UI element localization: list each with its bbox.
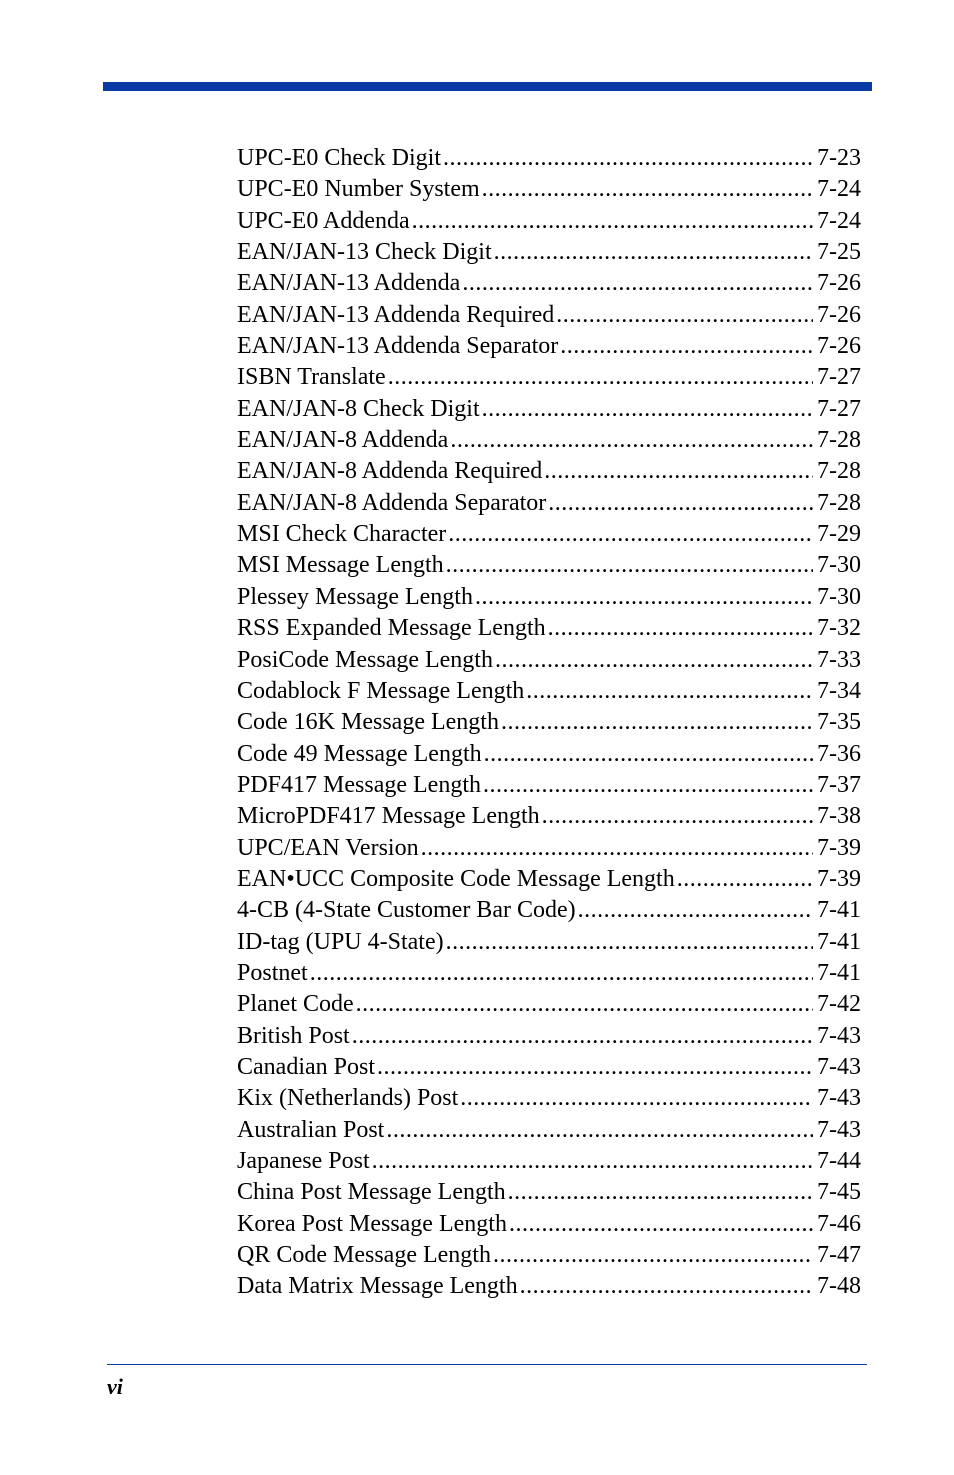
toc-entry-page: 7-41: [817, 897, 861, 924]
toc-entry-title: UPC-E0 Addenda: [237, 207, 410, 234]
toc-entry-page: 7-26: [817, 301, 861, 328]
toc-entry-page: 7-28: [817, 489, 861, 516]
toc-dot-leader: [421, 833, 813, 864]
toc-entry-page: 7-47: [817, 1242, 861, 1269]
toc-entry-title: Code 49 Message Length: [237, 740, 482, 767]
toc-dot-leader: [482, 394, 813, 425]
toc-entry-title: PosiCode Message Length: [237, 646, 493, 673]
toc-entry[interactable]: [237, 1083, 861, 1114]
toc-entry-page: 7-30: [817, 552, 861, 579]
toc-entry[interactable]: [237, 989, 861, 1020]
toc-entry-page: 7-30: [817, 583, 861, 610]
toc-entry[interactable]: [237, 1146, 861, 1177]
toc-entry-title: EAN•UCC Composite Code Message Length: [237, 865, 675, 892]
toc-dot-leader: [520, 1271, 813, 1302]
toc-entry-title: China Post Message Length: [237, 1179, 506, 1206]
toc-dot-leader: [495, 645, 813, 676]
toc-entry[interactable]: [237, 425, 861, 456]
toc-dot-leader: [544, 456, 813, 487]
page-number: vi: [107, 1374, 123, 1399]
toc-entry[interactable]: [237, 707, 861, 738]
toc-entry-title: MicroPDF417 Message Length: [237, 803, 540, 830]
toc-entry[interactable]: [237, 331, 861, 362]
toc-entry-title: UPC/EAN Version: [237, 834, 419, 861]
toc-entry-page: 7-28: [817, 427, 861, 454]
toc-entry[interactable]: [237, 300, 861, 331]
toc-entry-title: Postnet: [237, 959, 308, 986]
toc-entry[interactable]: [237, 582, 861, 613]
toc-entry[interactable]: [237, 645, 861, 676]
toc-dot-leader: [484, 739, 813, 770]
toc-dot-leader: [448, 519, 813, 550]
toc-entry-title: EAN/JAN-13 Addenda Required: [237, 301, 555, 328]
toc-entry[interactable]: [237, 268, 861, 299]
toc-dot-leader: [548, 488, 813, 519]
toc-dot-leader: [352, 1021, 813, 1052]
toc-dot-leader: [372, 1146, 813, 1177]
toc-entry-page: 7-48: [817, 1273, 861, 1300]
toc-entry-page: 7-37: [817, 771, 861, 798]
toc-entry-title: PDF417 Message Length: [237, 771, 481, 798]
toc-dot-leader: [443, 143, 813, 174]
toc-dot-leader: [560, 331, 813, 362]
toc-entry-title: Codablock F Message Length: [237, 677, 525, 704]
toc-entry[interactable]: [237, 613, 861, 644]
toc-entry-page: 7-26: [817, 333, 861, 360]
toc-entry-title: EAN/JAN-8 Addenda Separator: [237, 489, 547, 516]
toc-entry-title: EAN/JAN-8 Check Digit: [237, 395, 480, 422]
toc-entry-page: 7-32: [817, 615, 861, 642]
toc-dot-leader: [460, 1083, 813, 1114]
toc-entry-title: Code 16K Message Length: [237, 709, 499, 736]
toc-entry-page: 7-23: [817, 145, 861, 171]
toc-dot-leader: [508, 1177, 813, 1208]
toc-entry-title: 4-CB (4-State Customer Bar Code): [237, 897, 576, 924]
toc-entry-title: Planet Code: [237, 991, 354, 1018]
toc-dot-leader: [677, 864, 813, 895]
toc-entry-title: ID-tag (UPU 4-State): [237, 928, 444, 955]
toc-dot-leader: [412, 206, 813, 237]
toc-entry[interactable]: [237, 1177, 861, 1208]
toc-entry-title: EAN/JAN-13 Addenda Separator: [237, 333, 559, 360]
toc-dot-leader: [578, 895, 813, 926]
toc-entry-page: 7-44: [817, 1148, 861, 1174]
toc-entry[interactable]: [237, 456, 861, 487]
toc-entry[interactable]: [237, 739, 861, 770]
toc-entry-title: Kix (Netherlands) Post: [237, 1085, 459, 1112]
toc-entry-title: Plessey Message Length: [237, 583, 473, 610]
toc-entry-title: British Post: [237, 1022, 350, 1049]
toc-entry-page: 7-33: [817, 646, 861, 673]
toc-entry[interactable]: [237, 206, 861, 237]
toc-entry[interactable]: [237, 864, 861, 895]
toc-entry[interactable]: [237, 927, 861, 958]
toc-dot-leader: [494, 237, 813, 268]
toc-entry-title: Japanese Post: [237, 1148, 370, 1174]
toc-entry[interactable]: [237, 1052, 861, 1083]
toc-entry[interactable]: [237, 1271, 861, 1302]
toc-dot-leader: [446, 550, 813, 581]
toc-entry-title: Australian Post: [237, 1116, 385, 1143]
toc-entry-page: 7-28: [817, 458, 861, 485]
toc-entry-page: 7-34: [817, 677, 861, 704]
toc-entry[interactable]: [237, 237, 861, 268]
toc-entry[interactable]: [237, 1209, 861, 1240]
toc-dot-leader: [548, 613, 813, 644]
toc-entry-page: 7-43: [817, 1116, 861, 1143]
toc-entry-title: EAN/JAN-13 Check Digit: [237, 239, 492, 266]
toc-entry[interactable]: [237, 394, 861, 425]
toc-entry[interactable]: [237, 1115, 861, 1146]
toc-entry[interactable]: [237, 801, 861, 832]
toc-dot-leader: [556, 300, 813, 331]
toc-dot-leader: [482, 174, 813, 205]
toc-dot-leader: [493, 1240, 813, 1271]
toc-entry-title: UPC-E0 Number System: [237, 176, 480, 203]
toc-entry-page: 7-27: [817, 364, 861, 391]
toc-dot-leader: [446, 927, 813, 958]
toc-entry-title: MSI Check Character: [237, 521, 447, 548]
toc-entry-page: 7-45: [817, 1179, 861, 1206]
toc-dot-leader: [310, 958, 813, 989]
toc-dot-leader: [356, 989, 813, 1020]
toc-dot-leader: [483, 770, 813, 801]
toc-entry-page: 7-43: [817, 1022, 861, 1049]
toc-entry-title: EAN/JAN-8 Addenda: [237, 427, 449, 454]
toc-entry[interactable]: [237, 676, 861, 707]
toc-entry-title: UPC-E0 Check Digit: [237, 145, 441, 171]
toc-dot-leader: [386, 1115, 813, 1146]
toc-entry-title: QR Code Message Length: [237, 1242, 491, 1269]
toc-entry[interactable]: [237, 1240, 861, 1271]
toc-entry-page: 7-41: [817, 928, 861, 955]
toc-dot-leader: [501, 707, 813, 738]
toc-entry[interactable]: [237, 958, 861, 989]
toc-entry-page: 7-25: [817, 239, 861, 266]
toc-entry-title: EAN/JAN-8 Addenda Required: [237, 458, 543, 485]
toc-entry[interactable]: [237, 550, 861, 581]
toc-entry-page: 7-36: [817, 740, 861, 767]
toc-entry-page: 7-42: [817, 991, 861, 1018]
toc-entry-title: RSS Expanded Message Length: [237, 615, 546, 642]
toc-entry-page: 7-26: [817, 270, 861, 297]
toc-entry-page: 7-43: [817, 1085, 861, 1112]
toc-entry[interactable]: [237, 895, 861, 926]
toc-entry[interactable]: [237, 519, 861, 550]
toc-dot-leader: [475, 582, 813, 613]
toc-entry[interactable]: [237, 143, 861, 174]
header-rule: [103, 82, 872, 91]
toc-entry-page: 7-27: [817, 395, 861, 422]
toc-entry-page: 7-46: [817, 1210, 861, 1237]
toc-entry[interactable]: [237, 488, 861, 519]
toc-entry-page: 7-24: [817, 176, 861, 203]
toc-entry-page: 7-38: [817, 803, 861, 830]
toc-entry-page: 7-29: [817, 521, 861, 548]
toc-entry[interactable]: [237, 1021, 861, 1052]
toc-entry-page: 7-41: [817, 959, 861, 986]
toc-entry[interactable]: [237, 833, 861, 864]
footer-rule: [107, 1364, 867, 1365]
toc-dot-leader: [526, 676, 813, 707]
toc-entry-page: 7-43: [817, 1053, 861, 1080]
toc-dot-leader: [462, 268, 813, 299]
table-of-contents: [237, 143, 861, 1303]
toc-entry-title: EAN/JAN-13 Addenda: [237, 270, 461, 297]
toc-entry-page: 7-39: [817, 834, 861, 861]
toc-entry-title: ISBN Translate: [237, 364, 386, 391]
toc-entry-title: Korea Post Message Length: [237, 1210, 507, 1237]
toc-dot-leader: [377, 1052, 813, 1083]
toc-entry-title: Canadian Post: [237, 1053, 375, 1080]
toc-entry[interactable]: [237, 770, 861, 801]
toc-entry[interactable]: [237, 362, 861, 393]
toc-dot-leader: [542, 801, 813, 832]
toc-entry-title: Data Matrix Message Length: [237, 1273, 518, 1300]
toc-dot-leader: [388, 362, 813, 393]
toc-dot-leader: [509, 1209, 813, 1240]
toc-entry-title: MSI Message Length: [237, 552, 444, 579]
toc-entry-page: 7-35: [817, 709, 861, 736]
toc-entry-page: 7-39: [817, 865, 861, 892]
toc-entry-page: 7-24: [817, 207, 861, 234]
toc-entry[interactable]: [237, 174, 861, 205]
toc-dot-leader: [450, 425, 813, 456]
